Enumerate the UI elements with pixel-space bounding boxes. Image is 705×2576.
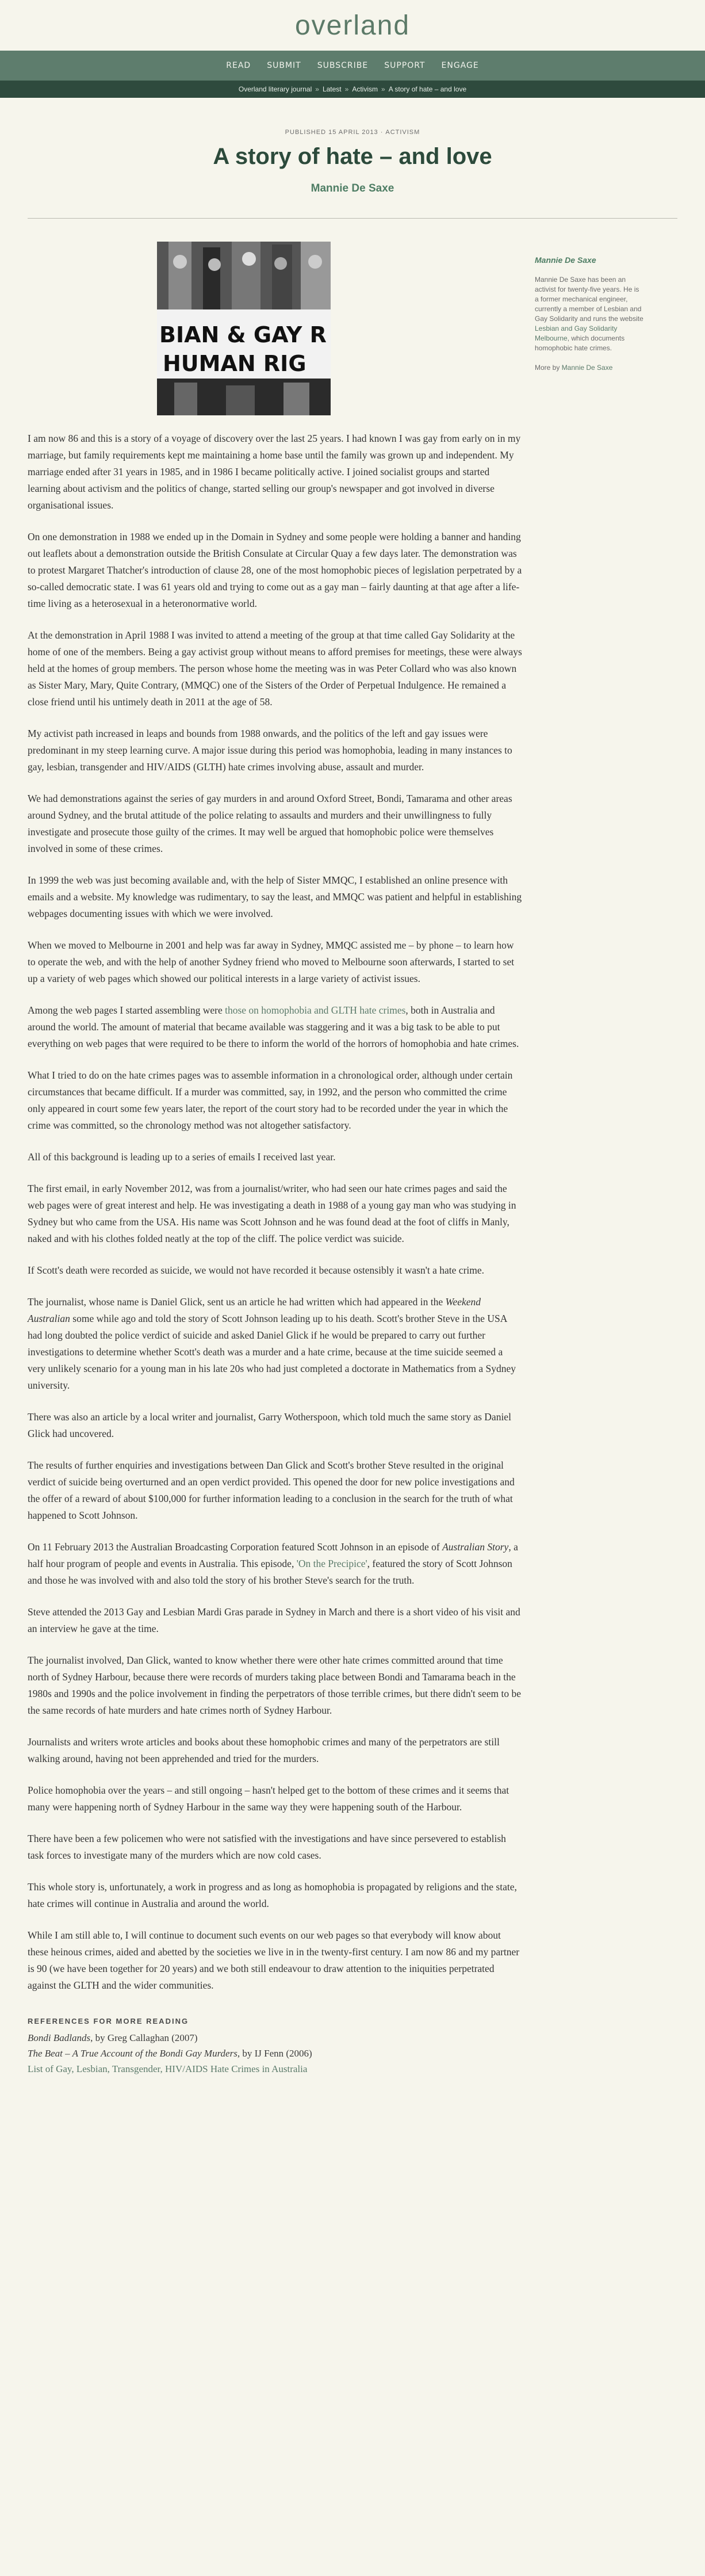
nav-item-subscribe[interactable]: SUBSCRIBE — [317, 61, 369, 70]
author-byline[interactable]: Mannie De Saxe — [311, 182, 394, 194]
breadcrumb-separator: » — [315, 85, 319, 93]
breadcrumb-activism[interactable]: Activism — [352, 85, 378, 93]
paragraph: I am now 86 and this is a story of a voyage of discovery over the last 25 years. I had known I was gay from early on in my marriage, but family requirements kept me maintaining a home base until the family was grown up and independent. My marriage ended after 31 years in 1985, and in 1986 I became politically active. I joined socialist groups and started learning about activism and the politics of change, started selling our group's newspaper and got involved in diverse organisational issues. — [28, 433, 521, 511]
article-header — [0, 98, 705, 219]
paragraph: There was also an article by a local writer and journalist, Garry Wotherspoon, which told much the same story as Daniel Glick had uncovered. — [28, 1411, 511, 1439]
paragraph: There have been a few policemen who were not satisfied with the investigations and have since persevered to establish task forces to investigate many of the murders which are now cold cases. — [28, 1833, 506, 1861]
paragraph: Among the web pages I started assembling were those on homophobia and GLTH hate crimes, both in Australia and around the world. The amount of material that became available was staggering and it was a big task to be able to put everything on web pages that were required to be there to inform the world of the horrors of homophobia and hate crimes. — [28, 1004, 519, 1049]
protest-photo — [157, 242, 331, 415]
reference-item: Bondi Badlands, by Greg Callaghan (2007) — [28, 2032, 198, 2043]
references — [28, 2017, 522, 2077]
sidebar-author-bio: Mannie De Saxe has been an activist for twenty-five years. He is a former mechanical engineer, currently a member of Lesbian and Gay Solidarity and runs the website Lesbian and Gay Solidarity Melbourne, which documents homophobic hate crimes. — [535, 276, 643, 352]
nav-item-engage[interactable]: ENGAGE — [441, 61, 479, 70]
paragraph: Journalists and writers wrote articles and books about these homophobic crimes and many of the perpetrators are still walking around, having not been apprehended and tried for the murders. — [28, 1736, 500, 1764]
article-meta: PUBLISHED 15 APRIL 2013 · ACTIVISM — [285, 129, 420, 136]
paragraph: At the demonstration in April 1988 I was invited to attend a meeting of the group at that time called Gay Solidarity at the home of one of the members. Being a gay activist group without means to afford premises for meetings, these were always held at the homes of group members. The person whose home the meeting was in was Peter Collard who was also known as Sister Mary, Mary, Quite Contrary, (MMQC) one of the Sisters of the Order of Perpetual Indulgence. He remained a close friend until his untimely death in 2011 at the age of 58. — [28, 629, 522, 708]
breadcrumb-home[interactable]: Overland literary journal — [238, 85, 312, 93]
paragraph: The journalist, whose name is Daniel Glick, sent us an article he had written which had appeared in the Weekend Australian some while ago and told the story of Scott Johnson leading up to his death. Scott's brother Steve in the USA had long doubted the police verdict of suicide and asked Daniel Glick if he would be prepared to carry out further investigations to determine whether Scott's death was a murder and a hate crime, because at the time suicide seemed a very unlikely scenario for a young man in his late 20s who had just completed a doctorate in Mathematics from a Sydney university. — [28, 1296, 516, 1391]
paragraph: The first email, in early November 2012, was from a journalist/writer, who had seen our hate crimes pages and said the web pages were of great interest and help. He was investigating a death in 1988 of a young gay man who was studying in Sydney but who came from the USA. His name was Scott Johnson and he was found dead at the foot of cliffs in Manly, naked and with his clothes folded neatly at the top of the cliff. The police verdict was suicide. — [28, 1183, 516, 1244]
banner-line-1: BIAN & GAY R — [159, 322, 327, 347]
paragraph: In 1999 the web was just becoming available and, with the help of Sister MMQC, I established an online presence with emails and a website. My knowledge was rudimentary, to say the least, and MMQC was patient and helpful in establishing webpages documenting issues with which we were involved. — [28, 874, 522, 919]
paragraph: The results of further enquiries and investigations between Dan Glick and Scott's brother Steve resulted in the original verdict of suicide being overturned and an open verdict provided. This opened the door for new police investigations and the offer of a reward of about $100,000 for further information leading to a conclusion in the search for the truth of what happened to Scott Johnson. — [28, 1459, 515, 1521]
page-bottom-spacer — [0, 2077, 705, 2088]
breadcrumb-separator: » — [344, 85, 349, 93]
hate-crimes-link[interactable]: those on homophobia and GLTH hate crimes — [225, 1004, 406, 1016]
article-image — [157, 242, 331, 415]
more-by-author: More by Mannie De Saxe — [535, 364, 613, 372]
hate-crimes-list-link[interactable]: List of Gay, Lesbian, Transgender, HIV/AIDS Hate Crimes in Australia — [28, 2063, 308, 2074]
paragraph: When we moved to Melbourne in 2001 and help was far away in Sydney, MMQC assisted me – by phone – to learn how to operate the web, and with the help of another Sydney friend who moved to Melbourne soon afterwards, I started to set up a variety of web pages which showed our political interests in a large variety of activist issues. — [28, 939, 515, 984]
breadcrumb-latest[interactable]: Latest — [322, 85, 342, 93]
on-the-precipice-link[interactable]: 'On the Precipice' — [296, 1558, 367, 1569]
paragraph: Police homophobia over the years – and still ongoing – hasn't helped get to the bottom of these crimes and it seems that many were happening north of Sydney Harbour in the same way they were happening south of the Harbour. — [28, 1784, 509, 1813]
reference-item — [28, 2061, 522, 2077]
paragraph: My activist path increased in leaps and bounds from 1988 onwards, and the politics of the left and gay issues were predominant in my steep learning curve. A major issue during this period was homophobia, leading in many instances to gay, lesbian, transgender and HIV/AIDS (GLTH) hate crimes involving abuse, assault and murder. — [28, 728, 512, 773]
breadcrumb — [0, 81, 705, 98]
category-link[interactable]: ACTIVISM — [385, 129, 420, 136]
nav-item-support[interactable]: SUPPORT — [384, 61, 426, 70]
publish-date: PUBLISHED 15 APRIL 2013 — [285, 129, 378, 136]
nav-item-submit[interactable]: SUBMIT — [267, 61, 301, 70]
article-body — [28, 219, 522, 1994]
site-logo[interactable]: overland — [294, 10, 411, 41]
paragraph: If Scott's death were recorded as suicide, we would not have recorded it because ostensibly it wasn't a hate crime. — [28, 1264, 485, 1276]
paragraph: While I am still able to, I will continue to document such events on our web pages so that everybody will know about these heinous crimes, aided and abetted by the societies we live in in the twenty-first century. I am now 86 and my partner is 90 (we have been together for 20 years) and we both still endeavour to draw attention to the iniquities perpetrated against the GLTH and the wider communities. — [28, 1929, 520, 1991]
references-heading: REFERENCES FOR MORE READING — [28, 2017, 189, 2025]
sidebar-author-name[interactable]: Mannie De Saxe — [535, 255, 596, 265]
paragraph: On one demonstration in 1988 we ended up in the Domain in Sydney and some people were holding a banner and handing out leaflets about a demonstration outside the British Consulate at Circular Quay a few days later. The demonstration was to protest Margaret Thatcher's introduction of clause 28, one of the most homophobic pieces of legislation perpetrated by a so-called democratic state. I was 61 years old and trying to come out as a gay man – fairly daunting at that age after a life-time living as a heterosexual in a heteronormative world. — [28, 531, 522, 609]
paragraph: On 11 February 2013 the Australian Broadcasting Corporation featured Scott Johnson in an episode of Australian Story, a half hour program of people and events in Australia. This episode, 'On the Precipice', featured the story of Scott Johnson and those he was involved with and also told the story of his brother Steve's search for the truth. — [28, 1541, 518, 1586]
site-header — [0, 0, 705, 51]
paragraph: This whole story is, unfortunately, a work in progress and as long as homophobia is propagated by religions and the state, hate crimes will continue in Australia and around the world. — [28, 1881, 517, 1909]
nav-item-read[interactable]: READ — [226, 61, 251, 70]
paragraph: All of this background is leading up to a series of emails I received last year. — [28, 1151, 336, 1163]
paragraph: Steve attended the 2013 Gay and Lesbian Mardi Gras parade in Sydney in March and there is a short video of his visit and an interview he gave at the time. — [28, 1606, 520, 1634]
paragraph: The journalist involved, Dan Glick, wanted to know whether there were other hate crimes committed around that time north of Sydney Harbour, because there were records of murders taking place between Bondi and Tamarama beach in the 1980s and 1990s and the police involvement in finding the perpetrators of those terrible crimes, but there didn't seem to be the same records of hate murders and hate crimes north of Sydney Harbour. — [28, 1654, 522, 1716]
paragraph: We had demonstrations against the series of gay murders in and around Oxford Street, Bondi, Tamarama and other areas around Sydney, and the brutal attitude of the police relating to assaults and murders and their unwillingness to fully investigate and prosecute those guilty of the crimes. It may well be argued that homophobic police were themselves involved in some of these crimes. — [28, 793, 512, 854]
breadcrumb-current: A story of hate – and love — [388, 85, 467, 93]
breadcrumb-separator: » — [381, 85, 385, 93]
main-nav — [0, 51, 705, 81]
reference-item: The Beat – A True Account of the Bondi Gay Murders, by IJ Fenn (2006) — [28, 2048, 312, 2059]
page-title: A story of hate – and love — [213, 144, 492, 169]
author-sidebar — [535, 255, 644, 372]
more-by-author-link[interactable]: Mannie De Saxe — [561, 364, 613, 372]
banner-line-2: HUMAN RIG — [163, 351, 306, 376]
lgs-melbourne-link[interactable]: Lesbian and Gay Solidarity Melbourne — [535, 324, 618, 342]
paragraph: What I tried to do on the hate crimes pages was to assemble information in a chronological order, although under certain circumstances that became difficult. If a murder was committed, say, in 1992, and the person who committed the crime only appeared in court some few years later, the report of the court story had to be recorded under the year in which the crime was committed, so the chronology method was not altogether satisfactory. — [28, 1069, 513, 1131]
